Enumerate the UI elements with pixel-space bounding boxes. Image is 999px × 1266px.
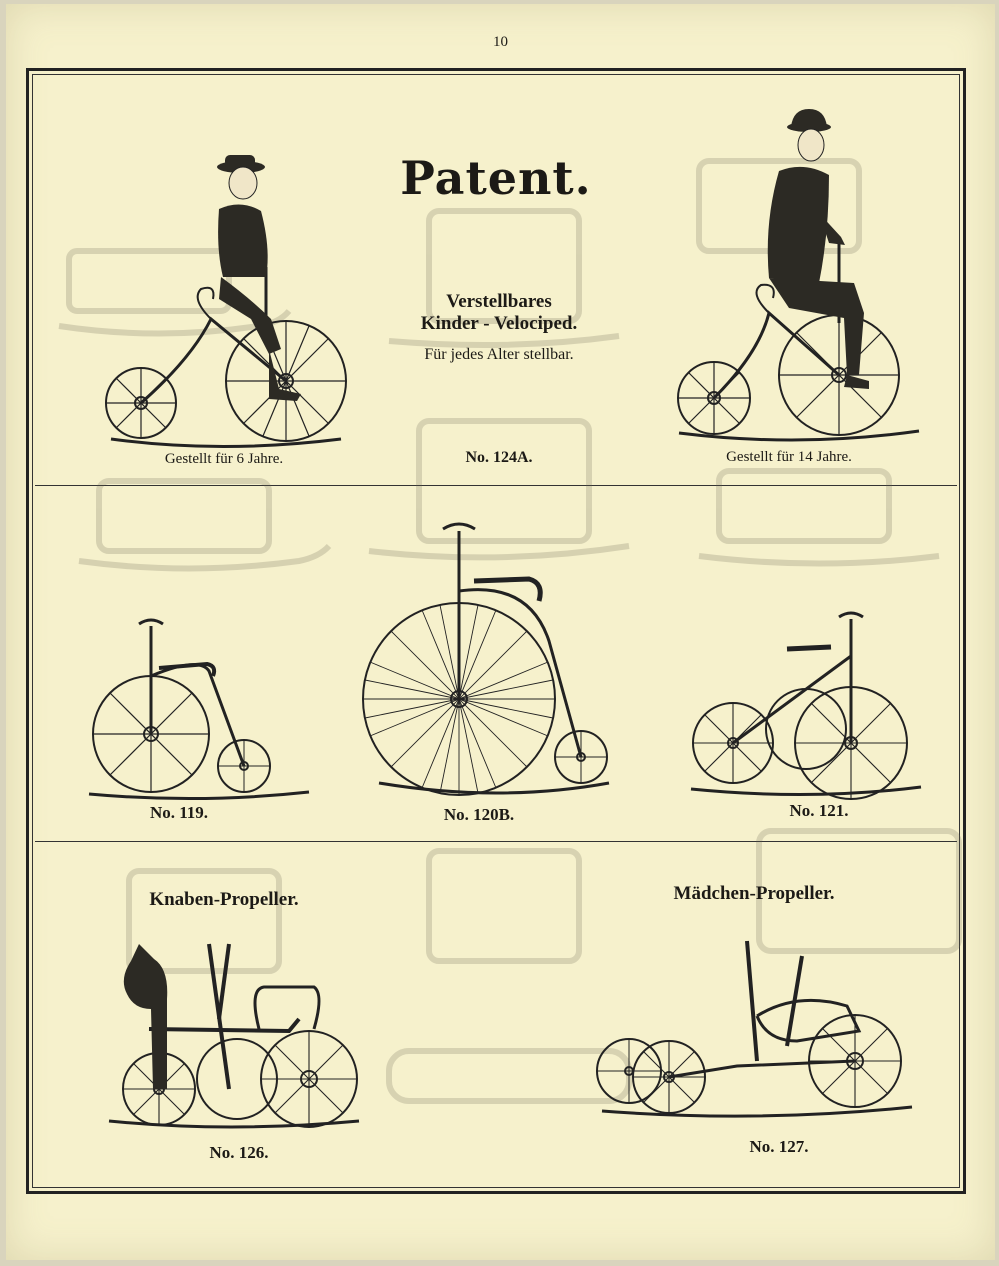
page-number: 10	[493, 34, 508, 50]
high-wheel-120b-illustration	[359, 521, 619, 801]
catalog-frame	[26, 68, 966, 1194]
caption-no-126: No. 126.	[209, 1143, 269, 1162]
heading-maedchen-propeller: Mädchen-Propeller.	[673, 883, 835, 904]
caption-no-121: No. 121.	[789, 801, 849, 820]
tricycle-121-illustration	[691, 611, 921, 801]
caption-no-127: No. 127.	[749, 1137, 809, 1156]
girl-propeller-127-illustration	[597, 931, 917, 1131]
heading-knaben-propeller: Knaben-Propeller.	[149, 889, 299, 910]
intro-line-3: Für jedes Alter stellbar.	[424, 346, 574, 363]
page-title: Patent.	[400, 151, 592, 205]
caption-no-119: No. 119.	[149, 803, 209, 822]
horse-propeller-126-illustration	[109, 939, 369, 1139]
caption-no-120b: No. 120B.	[443, 805, 515, 824]
intro-line-1: Verstellbares	[446, 291, 552, 312]
boy-velocipede-illustration	[101, 149, 341, 449]
man-velocipede-illustration	[669, 113, 919, 463]
tricycle-119-illustration	[89, 616, 319, 796]
catalog-page	[6, 4, 995, 1260]
caption-age-14: Gestellt für 14 Jahre.	[726, 449, 852, 465]
caption-age-6: Gestellt für 6 Jahre.	[164, 451, 284, 467]
intro-line-2: Kinder - Velociped.	[420, 313, 578, 334]
caption-no-124a: No. 124A.	[465, 449, 533, 466]
